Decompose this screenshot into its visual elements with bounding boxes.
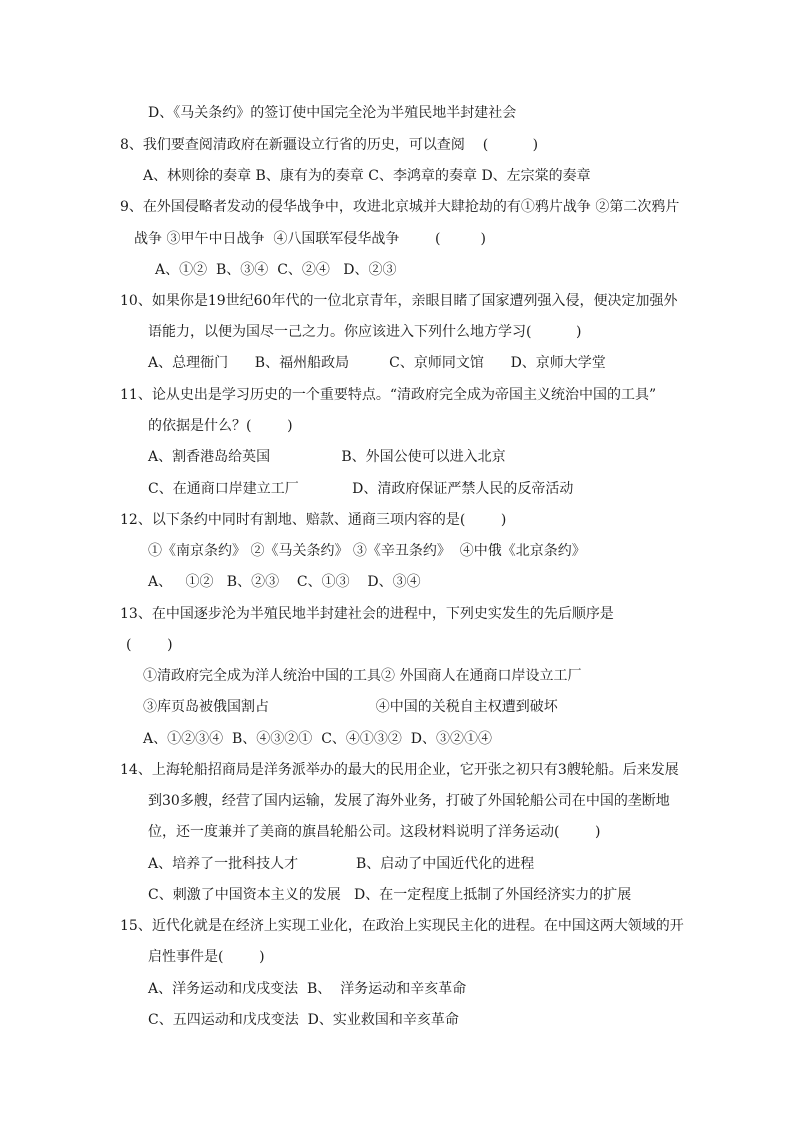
q14-question-cont1: 到30多艘，经营了国内运输，发展了海外业务，打破了外国轮船公司在中国的垄断地: [148, 793, 670, 809]
q11-question: 11、论从史出是学习历史的一个重要特点。“清政府完全成为帝国主义统治中国的工具”: [120, 387, 657, 403]
q7-option-d: D、《马关条约》的签订使中国完全沦为半殖民地半封建社会: [148, 105, 517, 121]
q15-question-cont: 启性事件是( ): [148, 949, 265, 965]
q9-options: A、①② B、③④ C、②④ D、②③: [155, 262, 397, 278]
q12-options: A、 ①② B、②③ C、①③ D、③④: [148, 574, 421, 590]
q14-question-cont2: 位，还一度兼并了美商的旗昌轮船公司。这段材料说明了洋务运动( ): [148, 824, 601, 840]
q8-question: 8、我们要查阅清政府在新疆设立行省的历史，可以查阅 ( ): [120, 137, 539, 153]
q12-items: ①《南京条约》 ②《马关条约》 ③《辛丑条约》 ④中俄《北京条约》: [148, 543, 586, 559]
q15-question: 15、近代化就是在经济上实现工业化，在政治上实现民主化的进程。在中国这两大领域的开: [120, 918, 684, 934]
q9-question: 9、在外国侵略者发动的侵华战争中，攻进北京城并大肆抢劫的有①鸦片战争 ②第二次鸦片: [120, 199, 680, 215]
q15-options-ab: A、洋务运动和戊戌变法 B、 洋务运动和辛亥革命: [148, 981, 467, 997]
q14-question: 14、上海轮船招商局是洋务派举办的最大的民用企业，它开张之初只有3艘轮船。后来发展: [120, 762, 679, 778]
q9-question-cont: 战争 ③甲午中日战争 ④八国联军侵华战争 ( ): [134, 231, 486, 247]
q13-blank: ( ): [126, 637, 173, 653]
q13-question: 13、在中国逐步沦为半殖民地半封建社会的进程中，下列史实发生的先后顺序是: [120, 606, 614, 622]
q13-items-34: ③库页岛被俄国割占 ④中国的关税自主权遭到破坏: [143, 699, 558, 715]
q13-items-12: ①清政府完全成为洋人统治中国的工具② 外国商人在通商口岸设立工厂: [143, 668, 582, 684]
q12-question: 12、以下条约中同时有割地、赔款、通商三项内容的是( ): [120, 512, 507, 528]
q10-options: A、总理衙门 B、福州船政局 C、京师同文馆 D、京师大学堂: [148, 355, 606, 371]
q11-question-cont: 的依据是什么？( ): [148, 418, 293, 434]
q14-options-cd: C、刺激了中国资本主义的发展 D、在一定程度上抵制了外国经济实力的扩展: [148, 887, 632, 903]
q11-options-cd: C、在通商口岸建立工厂 D、清政府保证严禁人民的反帝活动: [148, 481, 574, 497]
q13-options: A、①②③④ B、④③②① C、④①③② D、③②①④: [143, 731, 493, 747]
q10-question: 10、如果你是19世纪60年代的一位北京青年，亲眼目睹了国家遭列强入侵，便决定加强外: [120, 293, 678, 309]
q15-options-cd: C、五四运动和戊戌变法 D、实业救国和辛亥革命: [148, 1012, 459, 1028]
q8-options: A、林则徐的奏章 B、康有为的奏章 C、李鸿章的奏章 D、左宗棠的奏章: [143, 168, 591, 184]
q10-question-cont: 语能力，以便为国尽一己之力。你应该进入下列什么地方学习( ): [148, 324, 582, 340]
q14-options-ab: A、培养了一批科技人才 B、启动了中国近代化的进程: [148, 856, 535, 872]
q11-options-ab: A、割香港岛给英国 B、外国公使可以进入北京: [148, 449, 506, 465]
